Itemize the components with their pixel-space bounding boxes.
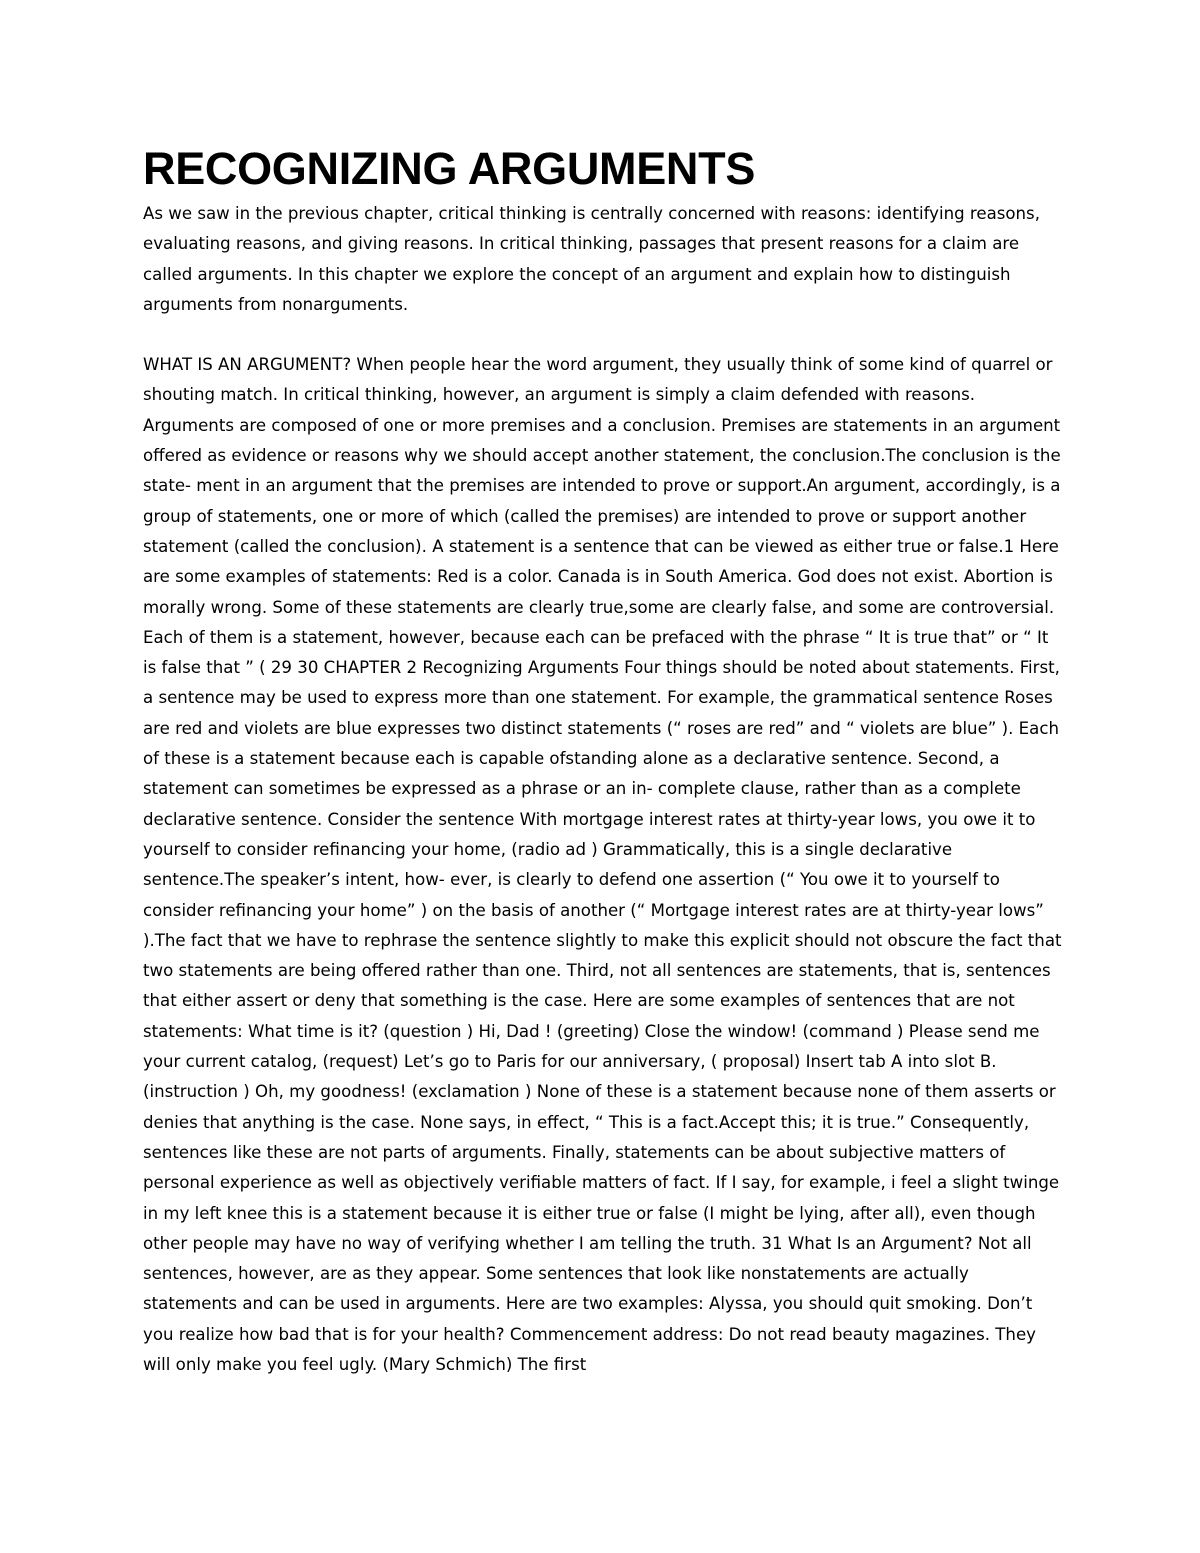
intro-paragraph: As we saw in the previous chapter, critical thinking is centrally concerned with reasons: identifying reasons, evaluating reasons, and giving reasons. In critical thinking, passages that present reasons for a claim are called arguments. In this chapter we explore the concept of an argument and explain how to distinguish arguments from nonarguments.: [143, 204, 1040, 314]
body-paragraph: WHAT IS AN ARGUMENT? When people hear the word argument, they usually think of some kind of quarrel or shouting match. In critical thinking, however, an argument is simply a claim defended with reasons. Arguments are composed of one or more premises and a conclusion. Premises are statements in an argument offered as evidence or reasons why we should accept another statement, the conclusion.The conclusion is the state- ment in an argument that the premises are intended to prove or support.An argument, accordingly, is a group of statements, one or more of which (called the premises) are intended to prove or support another statement (called the conclusion). A statement is a sentence that can be viewed as either true or false.1 Here are some examples of statements: Red is a color. Canada is in South America. God does not exist. Abortion is morally wrong. Some of these statements are clearly true,some are clearly false, and some are controversial. Each of them is a statement, however, because each can be prefaced with the phrase “ It is true that” or “ It is false that ” ( 29 30 CHAPTER 2 Recognizing Arguments Four things should be noted about statements. First, a sentence may be used to express more than one statement. For example, the grammatical sentence Roses are red and violets are blue expresses two distinct statements (“ roses are red” and “ violets are blue” ). Each of these is a statement because each is capable ofstanding alone as a declarative sentence. Second, a statement can sometimes be expressed as a phrase or an in- complete clause, rather than as a complete declarative sentence. Consider the sentence With mortgage interest rates at thirty-year lows, you owe it to yourself to consider refinancing your home, (radio ad ) Grammatically, this is a single declarative sentence.The speaker’s intent, how- ever, is clearly to defend one assertion (“ You owe it to yourself to consider refinancing your home” ) on the basis of another (“ Mortgage interest rates are at thirty-year lows” ).The fact that we have to rephrase the sentence slightly to make this explicit should not obscure the fact that two statements are being offered rather than one. Third, not all sentences are statements, that is, sentences that either assert or deny that something is the case. Here are some examples of sentences that are not statements: What time is it? (question ) Hi, Dad ! (greeting) Close the window! (command ) Please send me your current catalog, (request) Let’s go to Paris for our anniversary, ( proposal) Insert tab A into slot B. (instruction ) Oh, my goodness! (exclamation ) None of these is a statement because none of them asserts or denies that anything is the case. None says, in effect, “ This is a fact.Accept this; it is true.” Consequently, sentences like these are not parts of arguments. Finally, statements can be about subjective matters of personal experience as well as objectively verifiable matters of fact. If I say, for example, i feel a slight twinge in my left knee this is a statement because it is either true or false (I might be lying, after all), even though other people may have no way of verifying whether I am telling the truth. 31 What Is an Argument? Not all sentences, however, are as they appear. Some sentences that look like nonstatements are actually statements and can be used in arguments. Here are two examples: Alyssa, you should quit smoking. Don’t you realize how bad that is for your health? Commencement address: Do not read beauty magazines. They will only make you feel ugly. (Mary Schmich) The first: [143, 355, 1062, 1374]
document-body: [143, 142, 1063, 1380]
document-title: RECOGNIZING ARGUMENTS: [143, 143, 756, 194]
